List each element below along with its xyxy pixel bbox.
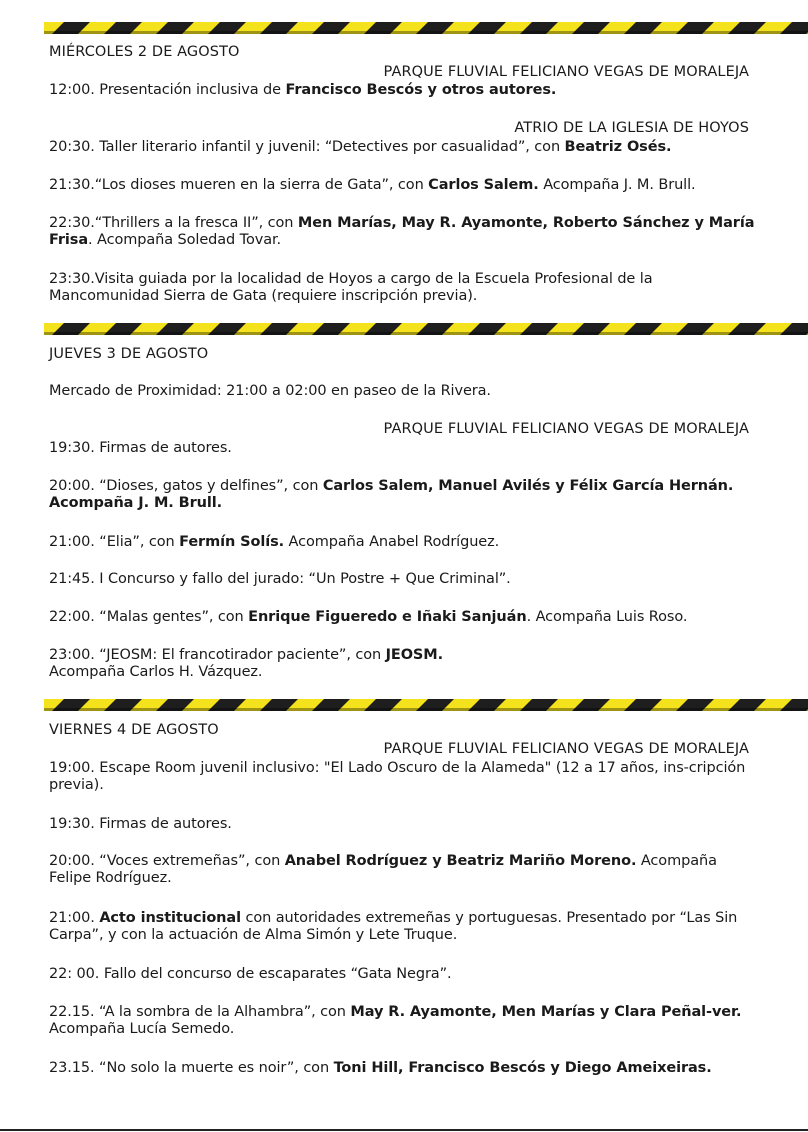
- program-item: 23:00. “JEOSM: El francotirador paciente”, con JEOSM. Acompaña Carlos H. Vázquez.: [49, 647, 444, 680]
- venue-label: PARQUE FLUVIAL FELICIANO VEGAS DE MORALEJA: [383, 64, 749, 80]
- day-heading: JUEVES 3 DE AGOSTO: [49, 346, 209, 362]
- program-item: 22:00. “Malas gentes”, con Enrique Figueredo e Iñaki Sanjuán. Acompaña Luis Roso.: [49, 609, 688, 625]
- caution-tape-icon: [44, 699, 808, 711]
- program-item: 23:30.Visita guiada por la localidad de Hoyos a cargo de la Escuela Profesional de la Mancomunidad Sierra de Gata (requiere inscripción previa).: [49, 271, 653, 304]
- program-item: 23.15. “No solo la muerte es noir”, con Toni Hill, Francisco Bescós y Diego Ameixeiras.: [49, 1060, 712, 1076]
- caution-tape-divider: [44, 699, 808, 711]
- program-item: 20:00. “Voces extremeñas”, con Anabel Rodríguez y Beatriz Mariño Moreno. Acompaña Felipe Rodríguez.: [49, 853, 717, 886]
- caution-tape-divider: [44, 22, 808, 34]
- bottom-rule: [0, 1129, 808, 1131]
- program-item: Mercado de Proximidad: 21:00 a 02:00 en paseo de la Rivera.: [49, 383, 491, 399]
- program-item: 19:30. Firmas de autores.: [49, 440, 232, 456]
- program-item: 21:45. I Concurso y fallo del jurado: “Un Postre + Que Criminal”.: [49, 571, 511, 587]
- program-item: 22.15. “A la sombra de la Alhambra”, con May R. Ayamonte, Men Marías y Clara Peñal-ver. Acompaña Lucía Semedo.: [49, 1004, 742, 1037]
- program-item: 20:30. Taller literario infantil y juvenil: “Detectives por casualidad”, con Beatriz Osés.: [49, 139, 672, 155]
- program-item: 22:30.“Thrillers a la fresca II”, con Men Marías, May R. Ayamonte, Roberto Sánchez y María Frisa. Acompaña Soledad Tovar.: [49, 215, 755, 248]
- program-item: 21:30.“Los dioses mueren en la sierra de Gata”, con Carlos Salem. Acompaña J. M. Brull.: [49, 177, 696, 193]
- venue-label: PARQUE FLUVIAL FELICIANO VEGAS DE MORALEJA: [383, 741, 749, 757]
- venue-label: ATRIO DE LA IGLESIA DE HOYOS: [514, 120, 749, 136]
- program-item: 21:00. Acto institucional con autoridades extremeñas y portuguesas. Presentado por “Las Sin Carpa”, y con la actuación de Alma Simón y Lete Truque.: [49, 910, 738, 943]
- caution-tape-icon: [44, 22, 808, 34]
- caution-tape-divider: [44, 323, 808, 335]
- program-item: 19:00. Escape Room juvenil inclusivo: "El Lado Oscuro de la Alameda" (12 a 17 años, ins-cripción previa).: [49, 760, 746, 793]
- program-item: 19:30. Firmas de autores.: [49, 816, 232, 832]
- venue-label: PARQUE FLUVIAL FELICIANO VEGAS DE MORALEJA: [383, 421, 749, 437]
- day-heading: VIERNES 4 DE AGOSTO: [49, 722, 219, 738]
- program-item: 12:00. Presentación inclusiva de Francisco Bescós y otros autores.: [49, 82, 557, 98]
- program-item: 20:00. “Dioses, gatos y delfines”, con Carlos Salem, Manuel Avilés y Félix García Hernán. Acompaña J. M. Brull.: [49, 478, 734, 511]
- day-heading: MIÉRCOLES 2 DE AGOSTO: [49, 44, 240, 60]
- program-item: 21:00. “Elia”, con Fermín Solís. Acompaña Anabel Rodríguez.: [49, 534, 500, 550]
- program-item: 22: 00. Fallo del concurso de escaparates “Gata Negra”.: [49, 966, 452, 982]
- caution-tape-icon: [44, 323, 808, 335]
